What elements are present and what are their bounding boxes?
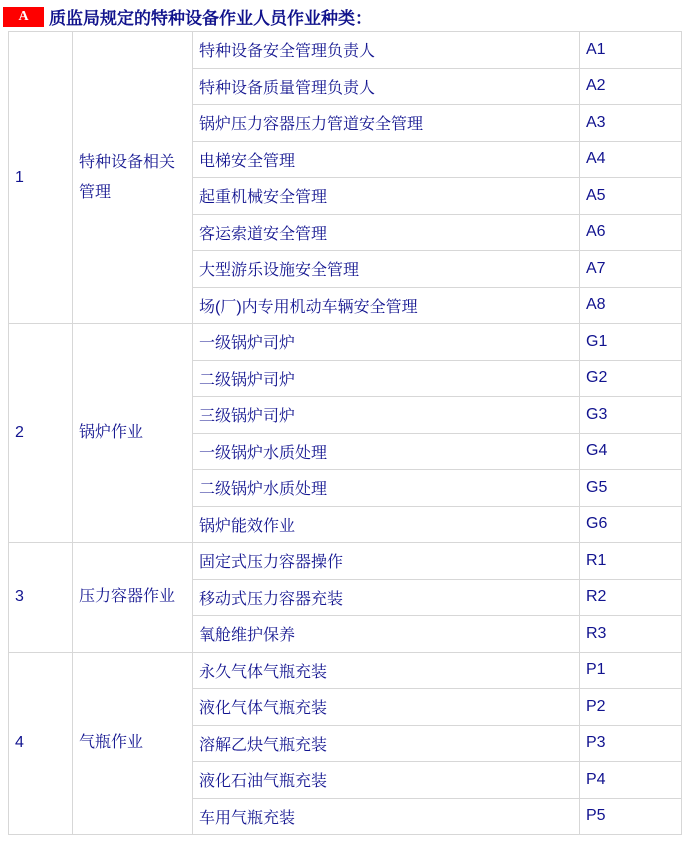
item-name-cell: 二级锅炉水质处理 — [193, 470, 580, 507]
page-header — [3, 6, 681, 27]
item-name-cell: 氧舱维护保养 — [193, 616, 580, 653]
group-category-cell: 锅炉作业 — [73, 324, 193, 543]
table-row — [9, 543, 682, 580]
item-name-cell: 一级锅炉水质处理 — [193, 433, 580, 470]
item-name-cell: 车用气瓶充装 — [193, 798, 580, 835]
item-name-cell: 永久气体气瓶充装 — [193, 652, 580, 689]
group-number-cell: 3 — [9, 543, 73, 653]
table-row — [9, 652, 682, 689]
item-code-cell: A7 — [580, 251, 682, 288]
item-code-cell: R1 — [580, 543, 682, 580]
group-number-cell: 1 — [9, 32, 73, 324]
item-code-cell: P1 — [580, 652, 682, 689]
item-code-cell: A5 — [580, 178, 682, 215]
group-category-cell: 气瓶作业 — [73, 652, 193, 835]
item-name-cell: 一级锅炉司炉 — [193, 324, 580, 361]
item-name-cell: 移动式压力容器充装 — [193, 579, 580, 616]
item-code-cell: A1 — [580, 32, 682, 69]
item-code-cell: G5 — [580, 470, 682, 507]
item-code-cell: A4 — [580, 141, 682, 178]
item-code-cell: A3 — [580, 105, 682, 142]
section-badge: A — [3, 7, 44, 27]
item-name-cell: 三级锅炉司炉 — [193, 397, 580, 434]
item-name-cell: 溶解乙炔气瓶充装 — [193, 725, 580, 762]
item-code-cell: A8 — [580, 287, 682, 324]
item-name-cell: 起重机械安全管理 — [193, 178, 580, 215]
table-row — [9, 32, 682, 69]
item-code-cell: A2 — [580, 68, 682, 105]
page-title: 质监局规定的特种设备作业人员作业种类： — [49, 9, 372, 28]
item-code-cell: P4 — [580, 762, 682, 799]
table-row — [9, 324, 682, 361]
item-code-cell: G6 — [580, 506, 682, 543]
item-code-cell: P5 — [580, 798, 682, 835]
item-code-cell: G4 — [580, 433, 682, 470]
item-code-cell: R2 — [580, 579, 682, 616]
item-code-cell: G3 — [580, 397, 682, 434]
item-name-cell: 二级锅炉司炉 — [193, 360, 580, 397]
categories-table — [8, 31, 682, 835]
group-category-cell: 特种设备相关管理 — [73, 32, 193, 324]
item-code-cell: R3 — [580, 616, 682, 653]
item-name-cell: 液化气体气瓶充装 — [193, 689, 580, 726]
item-code-cell: G1 — [580, 324, 682, 361]
item-code-cell: P2 — [580, 689, 682, 726]
item-name-cell: 锅炉压力容器压力管道安全管理 — [193, 105, 580, 142]
item-code-cell: A6 — [580, 214, 682, 251]
item-code-cell: G2 — [580, 360, 682, 397]
group-number-cell: 2 — [9, 324, 73, 543]
item-code-cell: P3 — [580, 725, 682, 762]
item-name-cell: 液化石油气瓶充装 — [193, 762, 580, 799]
item-name-cell: 特种设备质量管理负责人 — [193, 68, 580, 105]
item-name-cell: 锅炉能效作业 — [193, 506, 580, 543]
item-name-cell: 场(厂)内专用机动车辆安全管理 — [193, 287, 580, 324]
item-name-cell: 特种设备安全管理负责人 — [193, 32, 580, 69]
item-name-cell: 客运索道安全管理 — [193, 214, 580, 251]
group-category-cell: 压力容器作业 — [73, 543, 193, 653]
item-name-cell: 电梯安全管理 — [193, 141, 580, 178]
item-name-cell: 大型游乐设施安全管理 — [193, 251, 580, 288]
group-number-cell: 4 — [9, 652, 73, 835]
categories-table-body — [9, 32, 682, 835]
item-name-cell: 固定式压力容器操作 — [193, 543, 580, 580]
